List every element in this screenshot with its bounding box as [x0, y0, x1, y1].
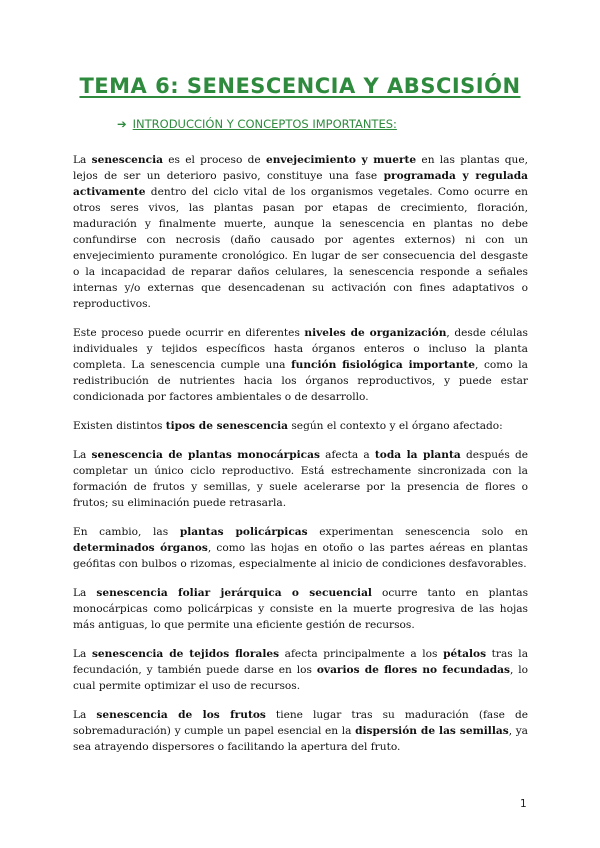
- paragraph-text: experimentan senescencia solo en: [307, 526, 528, 538]
- bold-term: niveles de organización: [304, 327, 447, 339]
- paragraph-text: Existen distintos: [73, 420, 166, 432]
- section-heading-text: INTRODUCCIÓN Y CONCEPTOS IMPORTANTES:: [132, 117, 397, 131]
- paragraph-text: En cambio, las: [73, 526, 180, 538]
- paragraph-text: La: [73, 648, 92, 660]
- bold-term: función fisiológica importante: [291, 359, 476, 371]
- paragraph-text: tras la fecundación, y también puede darse en los: [73, 648, 529, 676]
- document-body: [73, 152, 528, 768]
- bold-term: senescencia de plantas monocárpicas: [91, 449, 320, 461]
- paragraph-text: , lo cual permite optimizar el uso de recursos.: [73, 664, 528, 692]
- bold-term: programada y regulada activamente: [73, 170, 528, 198]
- bold-term: senescencia de los frutos: [96, 709, 266, 721]
- paragraph: [73, 707, 528, 755]
- section-heading: [117, 117, 397, 131]
- paragraph-text: en las plantas que, lejos de ser un deterioro pasivo, constituye una fase: [73, 154, 529, 182]
- paragraph-text: Este proceso puede ocurrir en diferentes: [73, 327, 305, 339]
- paragraph: [73, 585, 528, 633]
- bold-term: senescencia foliar jerárquica o secuencial: [96, 587, 372, 599]
- paragraph-text: afecta principalmente a los: [279, 648, 444, 660]
- page-number: 1: [520, 798, 527, 810]
- paragraph-text: , desde células individuales y tejidos específicos hasta órganos enteros o incluso la planta completa. La senescencia cumple una: [73, 327, 528, 371]
- paragraph: [73, 524, 528, 572]
- paragraph: [73, 325, 528, 405]
- bold-term: senescencia: [91, 154, 163, 166]
- paragraph-text: afecta a: [319, 449, 375, 461]
- paragraph-text: , como la redistribución de nutrientes hacia los órganos reproductivos, y puede estar condicionada por factores ambientales o de desarrollo.: [73, 359, 529, 403]
- paragraph-text: tiene lugar tras su maduración (fase de sobremaduración) y cumple un papel esencial en la: [73, 709, 529, 737]
- bold-term: pétalos: [443, 648, 487, 660]
- paragraph-text: ocurre tanto en plantas monocárpicas como policárpicas y consiste en la muerte progresiva de las hojas más antiguas, lo que permite una eficiente gestión de recursos.: [73, 587, 529, 631]
- bold-term: tipos de senescencia: [165, 420, 288, 432]
- bold-term: ovarios de flores no fecundadas: [316, 664, 510, 676]
- arrow-icon: ➔: [117, 117, 127, 131]
- bold-term: toda la planta: [374, 449, 461, 461]
- paragraph-text: La: [73, 449, 92, 461]
- paragraph: [73, 447, 528, 511]
- paragraph-text: , ya sea atrayendo dispersores o facilitando la apertura del fruto.: [73, 725, 528, 753]
- paragraph-text: es el proceso de: [162, 154, 266, 166]
- paragraph-text: La: [73, 587, 97, 599]
- paragraph-text: , como las hojas en otoño o las partes aéreas en plantas geófitas con bulbos o rizomas, especialmente al inicio de condiciones desfavorables.: [73, 542, 528, 570]
- bold-term: envejecimiento y muerte: [265, 154, 417, 166]
- document-title: TEMA 6: SENESCENCIA Y ABSCISIÓN: [79, 74, 521, 98]
- paragraph: [73, 646, 528, 694]
- bold-term: dispersión de las semillas: [355, 725, 509, 737]
- paragraph: [73, 152, 528, 312]
- paragraph-text: dentro del ciclo vital de los organismos vegetales. Como ocurre en otros seres vivos, las plantas pasan por etapas de crecimiento, floración, maduración y finalmente muerte, aunque la senescencia en plantas no debe confundirse con necrosis (daño causado por agentes externos) ni con un envejecimiento puramente cronológico. En lugar de ser consecuencia del desgaste o la incapacidad de reparar daños celulares, la senescencia responde a señales internas y/o externas que desencadenan su activación con fines adaptativos o reproductivos.: [73, 186, 528, 310]
- bold-term: senescencia de tejidos florales: [91, 648, 280, 660]
- paragraph-text: según el contexto y el órgano afectado:: [288, 420, 503, 432]
- bold-term: plantas policárpicas: [179, 526, 308, 538]
- paragraph-text: La: [73, 709, 97, 721]
- paragraph-text: La: [73, 154, 92, 166]
- bold-term: determinados órganos: [73, 542, 208, 554]
- paragraph: [73, 418, 528, 434]
- paragraph-text: después de completar un único ciclo reproductivo. Está estrechamente sincronizada con la formación de frutos y semillas, y suele acelerarse por la presencia de flores o frutos; su eliminación puede retrasarla.: [73, 449, 528, 509]
